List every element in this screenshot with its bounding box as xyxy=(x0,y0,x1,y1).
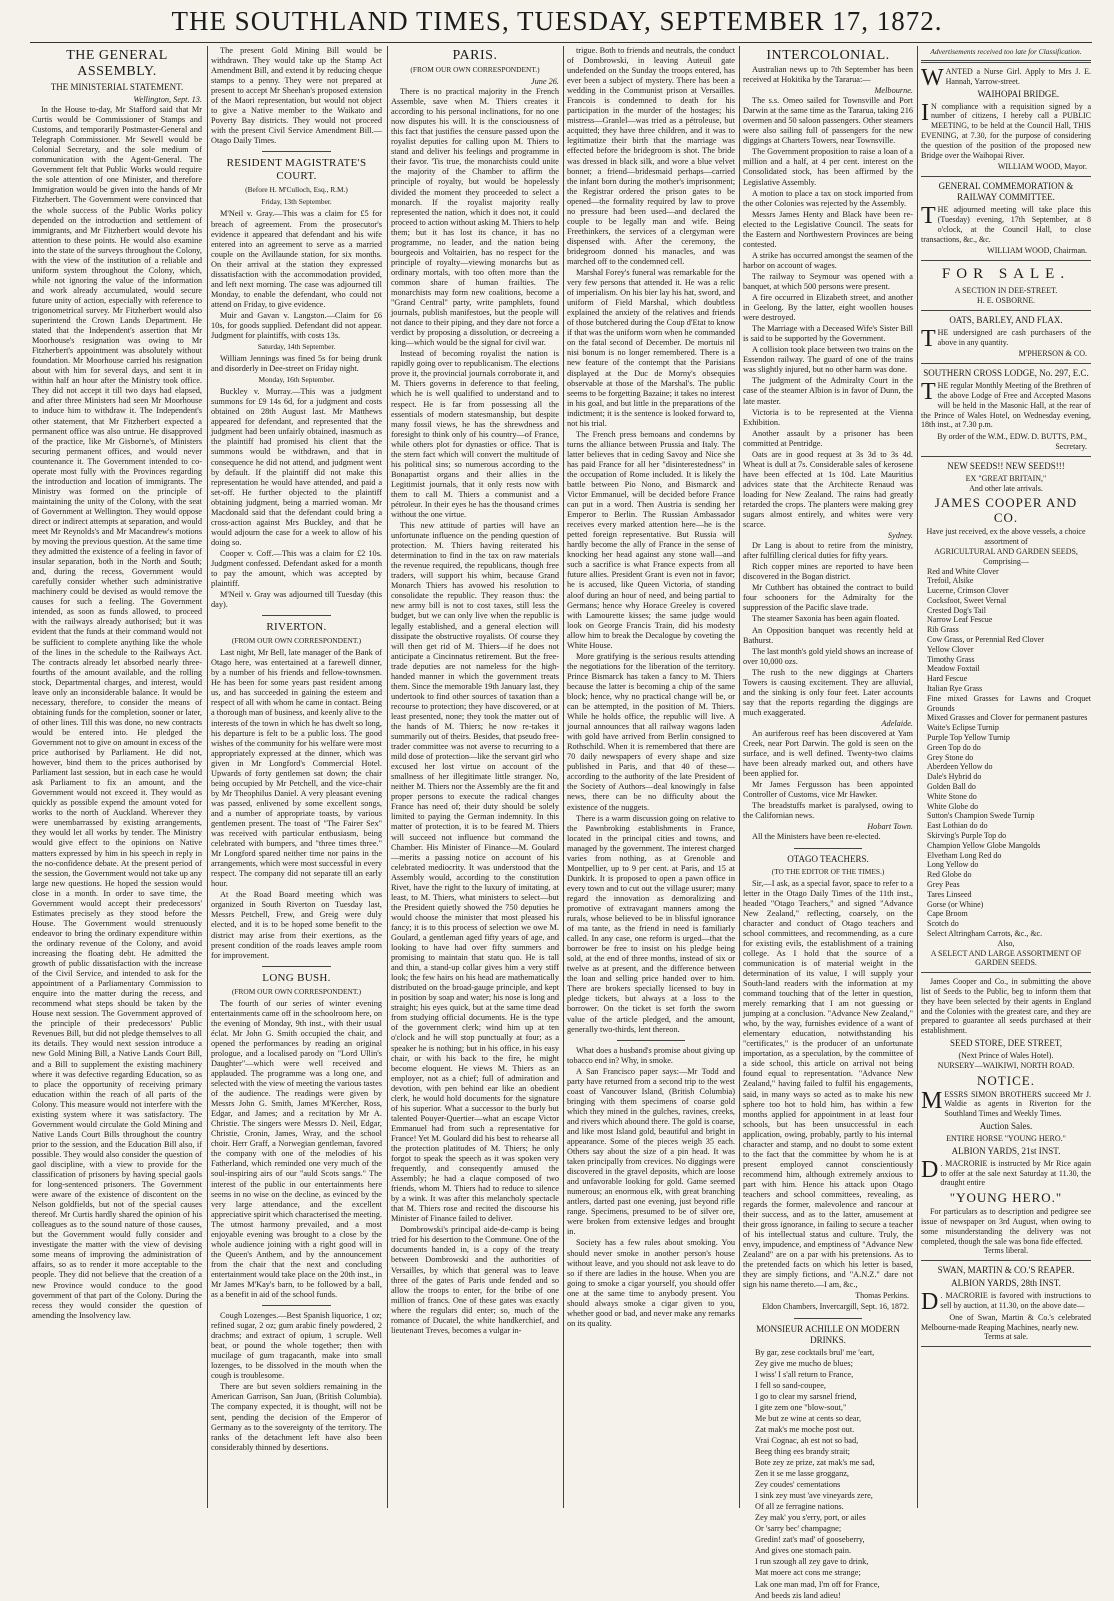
advertisement-line: A SELECT AND LARGE ASSORTMENT OF GARDEN SEEDS. xyxy=(930,948,1082,968)
advertisement xyxy=(921,1156,1091,1188)
divider xyxy=(921,310,1091,311)
advertisement-line: EX "GREAT BRITAIN," xyxy=(965,473,1047,483)
article-paragraph: Bote zey ze prize, zat mak's me sad, xyxy=(755,1458,875,1467)
seed-list-item: Timothy Grass xyxy=(927,654,975,664)
seed-list-item: Fine mixed Grasses for Lawns and Croquet Grounds xyxy=(927,693,1091,713)
date-heading: Saturday, 14th September. xyxy=(257,342,336,352)
article-paragraph: There is no practical majority in the French Assemble, save when M. Thiers creates it according to his personal inclinations, for no one now disputes his will. It is the consciousness of this fact that justifies the censure passed upon the royalist deputies for calling upon M. Thiers to stand and deliver his feelings and programme in their favor. 'Tis true, the monarchists could unite the majority of the Chamber to affirm the principle of royalty, but would be hopelessly divided the moment they proceeded to select a monarch. If the royalist majority really represented the nation, which it does not, it could proceed to action without asking M. Thiers to help them; but it has lost its chance, it has no programme, no leader, and the nation being bourgeois and Voltairien, has no respect for the principle of royalty—viewing monarchs but as ordinary mortals, with too often more than the common share of human frailties. The monarchists may form new coalitions, become a "Grand Central" party, write pamphlets, found journals, publish manifestoes, but the people will not dance to their piping, and they dare not force a verdict by proposing a dissolution, or decreeing a king—which would be the signal for civil war. xyxy=(391,87,559,348)
advertisement xyxy=(921,99,1091,161)
seed-list-item: Scotch do xyxy=(927,919,959,929)
drop-cap: D xyxy=(921,1289,939,1316)
advertisement-title: FOR SALE. xyxy=(941,266,1071,283)
seed-list-item: Aberdeen Yellow do xyxy=(927,762,993,772)
late-notice: Advertisements received too late for Classification. xyxy=(930,47,1082,56)
article-paragraph: An Opposition banquet was recently held at Bathurst. xyxy=(743,625,913,645)
advertisement-heading: SWAN, MARTIN & CO.'S REAPER. xyxy=(937,1265,1075,1276)
article-paragraph: Marshal Forey's funeral was remarkable for the very few persons that attended it. He was a relic of imperialism. On his bier lay his hat, sword, and uniform of Field Marshal, which doubtless explained the anxiety of the relatives and friends of those butchered during the Coup d'Etat to know if that was the uniform worn when he commanded on the fatal second of December. De mortuis nil nisi bonum is no longer remembered. There is a new feature of the contempt that the Parisians displayed at the Duc de Morny's obsequies observable at those of the Marshal's. The public seems to be forgetting Bazaine; it takes no interest in his goal, and but little in the preparations of the indictment; it is the sentence is looked forward to, not his trial. xyxy=(567,268,735,428)
article-paragraph: Muir and Gavan v. Langston.—Claim for £6 10s, for goods supplied. Defendant did not appear. Judgment for plaintiffs, with costs 13s. xyxy=(211,310,382,341)
advertisement-heading: SOUTHERN CROSS LODGE, No. 297, E.C. xyxy=(923,368,1089,379)
article-paragraph: The railway to Seymour was opened with a banquet, at which 500 persons were present. xyxy=(743,271,913,291)
seed-list-item: Skirving's Purple Top do xyxy=(927,831,1007,841)
section-heading: RESIDENT MAGISTRATE'S COURT. xyxy=(226,157,367,183)
article-paragraph: This new attitude of parties will have an unfortunate influence on the pending question of protection. M. Thiers having reiterated his determination to find in the tax on raw materials the revenue required, the republicans, though free traders, will support his whim, because Grand Monarch Thiers has avowed his resolution to consolidate the republic. They reason thus: the new army bill is not to cost taxes, still less the budget, but we can only live when the republic is legally established, and a general election will dissipate the obstructive royalists. Of course they will then get rid of M. Thiers—if he does not anticipate a Cincinnatus retirement. But the free-trade deputies are not nameless for the high-handed manner in which the government treats them. Since the memorable 19th January last, they undertook to find other sources of taxation than a recourse to protection; they have discovered, or at least presented, none; they took the matter out of the hands of M. Thiers; he now re-takes it summarily out of theirs. Besides, that pseudo free-trader committee was not averse to recurring to a mild dose of protection—like the servant girl who excused her lost virtue on account of the smallness of her illegitimate little stranger. No, neither M. Thiers nor the Assembly are the fit and proper persons to execute the radical changes France has need of; their duty should be solely limited to paying the German indemnity. In this matter of protection, it is to be feared M. Thiers will succeed not influence but command the Chamber. His Minister of Finance—M. Goulard—merits a passing notice on account of his celebrated mediocrity. It was understood that the Assembly would, according to the constitution Rivet, have the right to the luxury of imitating, at least, to M. Thiers, what ministers to select—but the President quietly showed the 750 deputies he would choose the minister that most pleased his fancy; it is to this process of selection we owe M. Goulard, a gentleman aged fifty years of age, and looking to have had over fifty summers and promising to maintain that statu quo. He is tall and thin, a stand-up collar gives him a very stiff look; the few hairs on his head are mathematically distributed on the broad-gauge principle, and kept in position by soap and water; his nose is long and straight; his eyes quick, but at the same time dead from studying official documents. He is the type of the government clerk; wind him up at ten o'clock and he will stop punctually at four; as a speaker he is nothing; but in his office, in his easy chair, or with his back to the fire, he might become eloquent. He views M. Thiers as an employer, not as a chief; full of admiration and devotion, with pen behind ear like an obedient clerk, he would hold documents for the signature of his superior. What a successor to the burly but talented Pouyer-Quertier—what an escape Victor Emmanuel had from such a representative for France! Yet M. Goulard did his best to rehearse all the protection platitudes of M. Thiers; he only forgot to speak the speech as it was spoken very frequently, and consequently amused the Assembly; he had a claque composed of two friends, whom M. Thiers had to reduce to silence by a wink. It was after this melancholy spectacle that M. Thiers rose and recited the discourse his Minister of Finance failed to deliver. xyxy=(391,521,559,1224)
advertisement-line: Also, xyxy=(997,938,1015,948)
column-4 xyxy=(567,46,735,1508)
article-paragraph: Of all ze ferragine nations. xyxy=(755,1502,844,1512)
column-3 xyxy=(391,46,559,1508)
article-paragraph: A strike has occurred amongst the seamen of the harbor on account of wages. xyxy=(743,250,913,270)
advertisement xyxy=(921,65,1091,91)
advertisement-signature: M'PHERSON & CO. xyxy=(1018,349,1087,359)
article-paragraph: Beeg thing ees brandy strait; xyxy=(755,1446,850,1456)
divider xyxy=(794,1318,862,1319)
seed-list-item: Green Top do do xyxy=(927,742,981,752)
article-body xyxy=(211,999,382,1300)
article-paragraph: Gredin! zat's mad' of gooseberry, xyxy=(755,1535,865,1545)
article-paragraph: Cough Lozenges.—Best Spanish liquorice, 1 oz; refined sugar, 2 oz; gum arabic finely powdered, 2 drachms; and extract of opium, 1 scruple. Well beat, or pound the whole together; then with mucilage of gum tragacanth, make into small lozenges, to be dissolved in the mouth when the cough is troublesome. xyxy=(211,1311,382,1381)
article-paragraph: There is a warm discussion going on relative to the Pawnbroking establishments in France, located in the principal cities and towns, and managed by the government. The interest charged varies from nothing, as at Grenoble and Montpellier, up to 9 per cent. at Paris, and 15 at Dunkirk. It is proposed to open a pawn office in every town and to cut out the village usurer; many regard the innovation as demoralizing and promotive of extravagant manners among the rurals, whose believed to be in blissful ignorance of ma tante, as the friend in need is familiarly called. In any case, one reform is urged—that the borrower be free to insist on his pledge being sold, at the end of three months, instead of six or twelve as at present, and the difference between the loan and selling price handed over to him. There are brokers specially licensed to buy in pledge tickets, but always at a loss to the borrower. On the ticket is set forth the sworn value of the article pledged, and the amount, generally two-thirds, lent thereon. xyxy=(567,813,735,1034)
drop-cap: T xyxy=(921,325,936,352)
advertisement-heading: SEED STORE, DEE STREET, xyxy=(950,1037,1062,1048)
article-paragraph: Mr Cuthbert has obtained the contract to build four schooners for the Admiralty for the suppression of the Pacific slave trade. xyxy=(743,583,913,613)
column-6-advertisements xyxy=(921,46,1091,1508)
advertisement xyxy=(921,325,1091,352)
advertisement-text: ESSRS SIMON BROTHERS succeed Mr J. Waldie as agents in Riverton for the Southland Times and Weekly Times. xyxy=(944,1089,1091,1119)
advertisement-line: NURSERY—WAIKIWI, NORTH ROAD. xyxy=(937,1060,1075,1070)
article-body xyxy=(211,648,382,960)
section-subheading: (TO THE EDITOR OF THE TIMES.) xyxy=(771,866,885,876)
advertisement xyxy=(921,1289,1091,1316)
article-body xyxy=(743,879,913,1291)
article-body xyxy=(211,209,382,341)
advertisement-text: HE regular Monthly Meeting of the Brethren of the above Lodge of Free and Accepted Masons will be held in the Masonic Hall, at the rear of the Prince of Wales Hotel, on Wednesday evening, 18th inst., at 7.30 p.m. xyxy=(921,381,1091,430)
section-heading: PARIS. xyxy=(452,48,498,63)
article-paragraph: Buckley v. Murray.—This was a judgment summons for £9 14s 6d, for a judgment and costs obtained on 28th August last. Mr Matthews appeared for defendant, and represented that the judgment had been unfairly obtained, inasmuch as the plaintiff had promised his client that the summons would be withdrawn, and that in consequence he did not attend, and judgment went by default. If the plaintiff did not make this representation he would have attended, and paid a set-off. He further objected to the plaintiff obtaining judgment, being a married woman. Mr Macdonald said that the defendant could bring a cross-action against Mrs Buckley, and that he would adjourn the case for a week to allow of his doing so. xyxy=(211,387,382,547)
seed-list-item: Grey Peas xyxy=(927,880,960,889)
article-body xyxy=(32,105,202,1321)
divider xyxy=(262,1305,330,1306)
article-paragraph: Another assault by a prisoner has been committed at Pentridge. xyxy=(743,428,913,448)
divider xyxy=(262,151,330,152)
seed-list-item: White Stone do xyxy=(927,791,977,801)
article-paragraph: What does a husband's promise about giving up tobacco end in? Why, in smoke. xyxy=(567,1045,735,1065)
column-1 xyxy=(32,46,202,1508)
advertisement-line: Have just received, ex the above vessels, a choice assortment of xyxy=(926,527,1086,547)
advertisement-line: A SECTION IN DEE-STREET. xyxy=(954,286,1058,296)
dateline: Sydney. xyxy=(887,531,913,541)
dateline: Adelaide. xyxy=(881,718,913,728)
seed-list-item: Cocksfoot, Sweet Vernal xyxy=(927,595,1007,605)
advertisement-line: AGRICULTURAL AND GARDEN SEEDS, xyxy=(934,546,1078,556)
column-rule xyxy=(739,46,740,1508)
divider xyxy=(921,972,1091,973)
advertisement-title: JAMES COOPER AND CO. xyxy=(934,495,1078,526)
advertisement-line: Terms liberal. xyxy=(983,1246,1029,1256)
advertisement-heading: ALBION YARDS, 28th INST. xyxy=(951,1278,1061,1289)
advertisement-signature: WILLIAM WOOD, Chairman. xyxy=(987,246,1087,256)
seed-list-item: Cow Grass, or Perennial Red Clover xyxy=(927,635,1044,645)
article-paragraph: Sir,—I ask, as a special favor, space to refer to a letter in the Otago Daily Times of the 11th inst., headed "Otago Teachers," and signed "Advance New Zealand," reflecting, coarsely, on the character and conduct of Otago teachers and school committees, and recommending, as a cure for existing evils, the establishment of a training college. As I hold that the source of a communication is of material weight in the determination of its value, I will supply your South-land readers with the information at my command touching that of the letter in question, merely remarking that I am not guessing or jumping at a conclusion. "Advance New Zealand," who, by the way, furnishes evidence of a want of elementary education, notwithstanding his "certificates," is the producer of an unfortunate importation, as a speculation, by the committee of a side school, this article on arrival not being found equal to representation. "Advance New Zealand," having failed to fulfil his engagements, said, in many ways so acted as to make his new sphere too hot to hold him, has within a few months applied for appointment in at least four schools, but has been unsuccessful in each application, owing, probably, partly to his internal character and stamp, and no doubt to some extent to the fact that the committee by whom he is at present employed cannot conscientiously recommend him, although extremely anxious to part with him. Hence his attack upon Otago teachers and school committees, revealing, as regards the former, malevolence and rancour at their success, and as to the latter, amusement at their gross ignorance, in failing to secure a teacher of his intellectual status and culture. Truly, the envy, impudence, and emptiness of "Advance New Zealand" are on a par with his pretensions. As to the pretended facts on which his letter is based, they are simply fictions, and "A.N.Z." dare not sign his name thereto.—I am, &c., xyxy=(743,878,913,1290)
article-paragraph: I run szough all zey gave to drink, xyxy=(755,1557,869,1567)
section-subheading: (FROM OUR OWN CORRESPONDENT.) xyxy=(410,65,540,74)
article-paragraph: M'Neil v. Gray.—This was a claim for £5 for breach of agreement. From the prosecutor's evidence it appeared that defendant and his wife entered into an agreement to serve as a married couple on the Avillaunde station, for six months. On their arrival at the station they expressed dissatisfaction with the accommodation provided, and left next morning. The case was adjourned till Monday, to enable the defendant, who could not attend on Friday, to give evidence. xyxy=(211,209,382,309)
article-paragraph: Australian news up to 7th September has been received at Hokitika by the Tararua:— xyxy=(743,65,913,85)
article-body xyxy=(391,87,559,1336)
advertisement-heading: GENERAL COMMEMORATION & RAILWAY COMMITTEE. xyxy=(938,181,1074,203)
advertisement-signature: By order of the W.M., EDW. D. BUTTS, P.M., Secretary. xyxy=(937,432,1087,451)
article-paragraph: Lak one man mad, I'm off for France, xyxy=(755,1579,880,1589)
article-paragraph: Vrai Cognac, ah est not so bad, xyxy=(755,1435,859,1445)
section-heading: OTAGO TEACHERS. xyxy=(787,853,869,864)
divider xyxy=(921,60,1091,63)
advertisement-text: HE adjourned meeting will take place this (Tuesday) evening, 17th September, at 8 o'clock, at the Council Hall, to close transactions, &c., &c. xyxy=(921,205,1091,244)
article-paragraph: An auriferous reef has been discovered at Yam Creek, near Port Darwin. The gold is seen on the surface, and is well defined. Twenty-two claims have been already marked out, and others have been applied for. xyxy=(743,729,913,779)
article-paragraph: The judgment of the Admiralty Court in the case of the steamer Albion is in favor of Dunn, the late master. xyxy=(743,376,913,406)
article-paragraph: A fire occurred in Elizabeth street, and another in Geelong. By the latter, eight woollen houses were destroyed. xyxy=(743,293,913,323)
seed-list-item: Grey Stone do xyxy=(927,752,974,762)
article-paragraph: I sink zey must 'ave vineyards zere, xyxy=(755,1491,873,1501)
article-body xyxy=(743,832,913,842)
article-paragraph: Victoria is to be represented at the Vienna Exhibition. xyxy=(743,407,913,427)
advertisement-line: (Next Prince of Wales Hotel). xyxy=(958,1050,1054,1060)
advertisement-paragraph: One of Swan, Martin & Co.'s celebrated Melbourne-made Reaping Machines, nearly new. xyxy=(921,1312,1091,1332)
article-paragraph: William Jennings was fined 5s for being drunk and disorderly in Dee-street on Friday night. xyxy=(211,354,382,374)
seed-list-item: Rib Grass xyxy=(927,625,959,635)
advertisement-heading: NEW SEEDS!! NEW SEEDS!!! xyxy=(947,460,1065,471)
divider xyxy=(921,363,1091,364)
drop-cap: T xyxy=(921,203,936,230)
section-heading: LONG BUSH. xyxy=(262,971,331,984)
signature: Thomas Perkins. xyxy=(855,1291,909,1301)
divider xyxy=(921,176,1091,177)
seed-list-item: Select Altringham Carrots, &c., &c. xyxy=(927,928,1043,938)
article-paragraph: The rush to the new diggings at Charters Towers is causing excitement. They are alluvial, and the sinking is only four feet. Later accounts say that the reports regarding the diggings are much exaggerated. xyxy=(743,667,913,717)
article-paragraph: Dr Lang is about to retire from the ministry, after fulfilling clerical duties for fifty years. xyxy=(743,541,913,561)
divider xyxy=(262,966,330,967)
section-subheading: (FROM OUR OWN CORRESPONDENT.) xyxy=(231,636,362,646)
article-paragraph: All the Ministers have been re-elected. xyxy=(752,832,881,842)
article-paragraph: The Government proposition to raise a loan of a million and a half, at 4 per cent. interest on the Consolidated stock, has been affirmed by the Legislative Assembly. xyxy=(743,147,913,187)
column-5 xyxy=(743,46,913,1600)
article-paragraph: Instead of becoming royalist the nation is rapidly going over to republicanism. The elections prove it, the provincial journals corroborate it, and M. Thiers governs in deference to that feeling, which he is well qualified to understand and to respect. He is far from possessing all the essentials of modern statesmanship, but despite many fossil views, he has the shrewdness and foresight to think only of his country—of France, while others plot for dynasties or office. That is the stern fact which will convert the multitude of his political sins; so numerous according to the Bonapartist organs and their allies in the Legitimist journals, that it only rests now with them to call M. Thiers a communist and a pétroleur. In their eyes he has the thousand crimes without the one virtue. xyxy=(391,349,559,520)
date-heading: Friday, 13th September. xyxy=(261,197,332,207)
article-paragraph: The breadstuffs market is paralysed, owing to the Californian news. xyxy=(743,801,913,821)
article-paragraph: I gite zem one "blow-sout," xyxy=(755,1402,847,1412)
seed-list-item: Trefoil, Alsike xyxy=(927,576,974,586)
advertisements xyxy=(921,67,1091,567)
advertisement-text: . MACRORIE is favored with instructions to sell by auction, at 11.30, on the above date— xyxy=(940,1291,1091,1310)
date-heading: Monday, 16th September. xyxy=(258,375,335,385)
seed-list-item: East Lothian do do xyxy=(927,821,988,831)
advertisement-heading: OATS, BARLEY, AND FLAX. xyxy=(949,314,1063,325)
advertisement-line: Comprising— xyxy=(983,556,1029,566)
divider xyxy=(921,1260,1091,1261)
article-paragraph: I fell so sand-coupee, xyxy=(755,1380,826,1390)
article-paragraph: The fourth of our series of winter evening entertainments came off in the schoolroom here, on the evening of Monday, 9th inst., with their usual éclat. Mr John G. Smith occupied the chair, and opened the performances by reading an original prologue, and a localised parody on "Lord Ullin's Daughter"—which were well received and applauded. The programme was a long one, and selected with the view of meeting the various tastes of the audience. The readings were given by Messrs John G. Smith, James M'Kercher, Ross, Edgar, and James; and a recitation by Mr A. Christie. The singers were Messrs D. Neil, Edgar, Christie, Cronin, James, Wray, and the school choir. Herr Graff, a Norwegian gentleman, favored the company with one of the melodies of his Fatherland, which reminded one very much of the soul-inspiring airs of our "auld Scots sangs." The interest of the public in our entertainments here seems in no wise on the decline, as evinced by the very large attendance, and the excellent appreciative spirit which characterised the meeting. The utmost harmony prevailed, and a most enjoyable evening was brought to a close by the whole audience joining with a right good will in the Queen's Anthem, and by the announcement from the chair that the next and concluding entertainment would take place on the 20th inst., in Mr James M'Kay's barn, to be followed by a ball, as a benefit in aid of the school funds. xyxy=(211,998,382,1300)
seed-list-item: Waite's Eclipse Turnip xyxy=(927,723,999,733)
article-paragraph: The present Gold Mining Bill would be withdrawn. They would take up the Stamp Act Amendment Bill, and extend it by reducing cheque stamps to a penny. They were not prepared at present to accept Mr Sheehan's proposed extension of the Maori representation, but would not object to give a Native member to the Waikato and Poverty Bay districts. They would not proceed with the present Civil Service Amendment Bill.—Otago Daily Times. xyxy=(211,46,382,146)
article-paragraph: The s.s. Omeo sailed for Townsville and Port Darwin at the same time as the Tararua, taking 216 overmen and 50 saloon passengers. Other steamers were also sailing full of passengers for the new diggings at Charters Towers, near Townsville. xyxy=(743,96,913,146)
article-paragraph: Oats are in good request at 3s 3d to 3s 4d. Wheat is dull at 7s. Considerable sales of kerosene have been effected at 1s 10d. Late Mauritius advices state that the Architecte Renaud was loading for New Zealand. The rains had greatly retarded the crops. The planters were making grey sugars almost entirely, and whites were very scarce. xyxy=(743,449,913,530)
advertisement-line: H. E. OSBORNE. xyxy=(976,295,1035,305)
article-paragraph: Me but ze wine at cents so dear, xyxy=(755,1413,862,1423)
advertisement-heading: ALBION YARDS, 21st INST. xyxy=(951,1145,1061,1156)
advertisement-text: N compliance with a requisition signed by a number of citizens, I hereby call a PUBLIC MEETING, to be held at the Council Hall, THIS EVENING, at 7.30, for the purpose of considering the question of the position of the proposed new Bridge over the Waihopai River. xyxy=(921,101,1091,160)
column-rule xyxy=(207,46,208,1508)
article-paragraph: Zat mak's me moche post out. xyxy=(755,1424,855,1434)
divider xyxy=(921,260,1091,261)
seed-list-item: Lucerne, Crimson Clover xyxy=(927,586,1009,596)
article-paragraph: And beeds zis land adieu! xyxy=(755,1590,841,1600)
dateline: June 26. xyxy=(530,77,559,86)
advertisement-heading: Auction Sales. xyxy=(979,1120,1033,1131)
article-paragraph: At the Road Board meeting which was organized in South Riverton on Tuesday last, Messrs Petchell, Frew, and Greig were duly elected, and it is to be hoped some benefit to the district may arise from their exertions, as the present condition of the roads leaves ample room for improvement. xyxy=(211,890,382,960)
seed-list-item: Gorse (or Whine) xyxy=(927,899,984,909)
article-paragraph: A motion to place a tax on stock imported from the other Colonies was rejected by the Assembly. xyxy=(743,188,913,208)
article-paragraph: A San Francisco paper says:—Mr Todd and party have returned from a second trip to the west coast of Vancouver Island, (British Columbia) bringing with them specimens of coarse gold which they mined in the gulches, ravines, creeks, and rivers which abound there. The gold is coarse, and like most Island gold, beautiful and bright in appearance. Some of the pieces weigh 35 each. Others say about the size of a pin head. It was taken principally from crevices. No diggings were discovered in the gravel deposits, which are loose and unfavorable looking for gold. Game seemed numerous; an enormous elk, with great branching antlers, darted past one evening, just beyond rifle range. Specimens, presumed to be of silver ore, were broken from extensive ledges and brought in. xyxy=(567,1066,735,1237)
article-paragraph: Or 'sarry bec' champagne; xyxy=(755,1524,842,1534)
dateline: Melbourne. xyxy=(874,86,913,96)
seed-list-item: Hard Fescue xyxy=(927,674,968,684)
article-paragraph: There are but seven soldiers remaining in the American Garrison, San Juan, (British Columbia). The company expected, it is thought, will not be sent, pending the decision of the Emperor of Germany as to the sovereignty of the territory. The ranks of the detachment left have also been considerably thinned by desertions. xyxy=(211,1382,382,1452)
seed-list-item: Red Globe do xyxy=(927,870,972,880)
article-paragraph: Last night, Mr Bell, late manager of the Bank of Otago here, was entertained at a farewell dinner, by a number of his friends and fellow-townsmen. He has been for some years past resident among us, and has succeeded in gaining the esteem and respect of all with whom he came in contact. Being a thorough man of business, and keenly alive to the interests of the town in which he has dwelt so long, his departure is felt to be a public loss. The good wishes of the community for his welfare were most appropriately expressed at the dinner, which was given in Mr Longford's Commercial Hotel. Upwards of forty gentlemen sat down; the chair being occupied by Mr Petchell, and the vice-chair by Mr Theophilus Daniel. A very pleasant evening was passed, enlivened by some excellent songs, and a number of appropriate toasts, by various gentlemen present. The toast of "The Fairer Sex" was received with particular enthusiasm, being celebrated with bumpers, and "three times three." Mr Longford spared neither time nor pains in the arrangements, which were most successful in every respect. The company did not separate till an early hour. xyxy=(211,648,382,889)
advertisement-paragraph: James Cooper and Co., in submitting the above list of Seeds to the Public, beg to inform them that they have been selected by their agents in England and the Colonies with the greatest care, and they are prepared to guarantee all seeds purchased at their establishment. xyxy=(921,977,1091,1036)
seed-list-item: Yellow Clover xyxy=(927,644,974,654)
advertisement-text: HE undersigned are cash purchasers of the above in any quantity. xyxy=(937,327,1091,347)
article-paragraph: Society has a few rules about smoking. You should never smoke in another person's house without leave, and you should not ask leave to do so if there are ladies in the house. When you are going to smoke a cigar yourself, you should offer one at the same time to anybody present. You should always smoke a cigar given to you, whether good or bad, and never make any remarks on its quality. xyxy=(567,1238,735,1328)
article-body xyxy=(743,541,913,718)
seed-list-item: Cape Broom xyxy=(927,909,968,919)
divider xyxy=(921,1346,1091,1347)
section-subheading: THE MINISTERIAL STATEMENT. xyxy=(50,82,184,92)
article-body xyxy=(211,387,382,610)
article-paragraph: Zen it se me lasse grogganz, xyxy=(755,1469,850,1479)
seed-list xyxy=(921,567,1091,939)
drop-cap: M xyxy=(921,1087,943,1114)
masthead: THE SOUTHLAND TIMES, TUESDAY, SEPTEMBER 17, 1872. xyxy=(171,6,943,36)
column-rule xyxy=(387,46,388,1508)
column-rule xyxy=(563,46,564,1508)
article-paragraph: I go to clear my sarsnel friend, xyxy=(755,1391,857,1401)
advertisement-heading: WAIHOPAI BRIDGE. xyxy=(977,88,1060,99)
article-body xyxy=(211,1311,382,1453)
seed-list-item: Mixed Grasses and Clover for permanent pastures xyxy=(927,713,1088,723)
section-heading: RIVERTON. xyxy=(266,621,327,634)
article-paragraph: The Marriage with a Deceased Wife's Sister Bill is said to be supported by the Government. xyxy=(743,324,913,344)
section-heading: MONSIEUR ACHILLE ON MODERN DRINKS. xyxy=(756,1323,900,1345)
drop-cap: T xyxy=(921,379,936,406)
seed-list-item: Golden Ball do xyxy=(927,782,976,792)
drop-cap: I xyxy=(921,99,929,126)
article-paragraph: The last month's gold yield shows an increase of over 10,000 ozs. xyxy=(743,646,913,666)
seed-list-item: Italian Rye Grass xyxy=(927,684,983,694)
seed-list-item: Dale's Hybrid do xyxy=(927,772,982,782)
seed-list-item: Crested Dog's Tail xyxy=(927,605,986,615)
section-subheading: (Before H. M'Culloch, Esq., R.M.) xyxy=(245,185,348,195)
seed-list-item: Sutton's Champion Swede Turnip xyxy=(927,811,1035,821)
advertisement xyxy=(921,1087,1091,1119)
article-paragraph: Mr James Fergusson has been appointed Controller of Customs, vice Mr Hawker. xyxy=(743,780,913,800)
seed-list-item: Long Yellow do xyxy=(927,860,979,870)
signature-address: Eldon Chambers, Invercargill, Sept. 16, 1872. xyxy=(762,1302,909,1312)
article-paragraph: M'Neil v. Gray was adjourned till Tuesday (this day). xyxy=(211,590,382,610)
dateline: Hobart Town. xyxy=(867,822,913,832)
advertisement-title: NOTICE. xyxy=(977,1072,1035,1088)
article-paragraph: A collision took place between two trains on the Essendon railway. The guard of one of the trains was slightly injured, but no other harm was done. xyxy=(743,345,913,375)
article-paragraph: By gar, zese cocktails brul' me 'eart, xyxy=(755,1347,875,1357)
article-body xyxy=(567,46,735,1035)
article-paragraph: And gives one stomach pain. xyxy=(755,1546,852,1556)
advertisement-line: Terms at sale. xyxy=(983,1332,1029,1342)
advertisement-title: "YOUNG HERO." xyxy=(949,1190,1063,1206)
section-heading: THE GENERAL ASSEMBLY. xyxy=(66,48,168,79)
article-paragraph: The French press bemoans and condemns by turns the alliance between Prussia and Italy. The latter believes that in ceding Savoy and Nice she has paid France for all her "disinterestedness" in the occupation of Rome included. It is likely the battle between Pio Nono, and Bismarck and Victor Emmanuel, will be decided before France can put in a word. Then Austria is sending her Emperor to Berlin. The Russian Ambassador receives every marked attention here—he is the petted foreign representative. But Russia will hardly become the ally of France in the sense of knocking her head against any stone wall—and such a sacrifice is what France expects from all future allies. President Grant is even not in favor; he is accused, like Queen Victoria, of standing aloof during an hour of need, and being partial to Germans; hence why Horace Greeley is covered with Lamourette kisses; the same judge would look on George Francis Train, did his modesty allow him to break the Decalogue by coveting the White House. xyxy=(567,429,735,650)
advertisement-paragraph: For particulars as to description and pedigree see issue of newspaper on 3rd August, when owing to some misunderstanding the delivery was not completed, though the sale was bona fide effected. xyxy=(921,1207,1091,1246)
divider xyxy=(617,1040,684,1041)
advertisement-line: ENTIRE HORSE "YOUNG HERO." xyxy=(946,1133,1066,1143)
seed-list-item: Purple Top Yellow Turnip xyxy=(927,733,1010,743)
divider xyxy=(794,848,862,849)
article-paragraph: Zey coudes' cementations xyxy=(755,1480,841,1490)
advertisement xyxy=(921,381,1091,430)
article-body xyxy=(743,65,913,85)
divider xyxy=(262,615,330,616)
article-paragraph: Dombrowski's principal aide-de-camp is being tried for his desertion to the Commune. One of the documents handed in, is a copy of the treaty between Dombrowski and the authorities of Versailles, by which that general was to leave three of the gates of Paris unde fended and so allow the troops to enter, for the bribe of one million of francs. One of these gates was exactly where the regulars did enter; so, much of the romance of Ducatel, the white handkerchief, and lieutenant Treves, becomes a vulgar in- xyxy=(391,1225,559,1335)
article-body xyxy=(743,729,913,821)
section-heading: INTERCOLONIAL. xyxy=(766,48,890,63)
poem xyxy=(743,1348,913,1601)
advertisements xyxy=(921,939,1091,1347)
article-paragraph: Messrs James Henty and Black have been re-elected to the Legislative Council. The seats for the Eastern and Northwestern Provinces are being contested. xyxy=(743,209,913,249)
article-paragraph: Rich copper mines are reported to have been discovered in the Bogan district. xyxy=(743,562,913,582)
seed-list-item: Elvetham Long Red do xyxy=(927,850,1002,860)
article-paragraph: I wiss' I s'all return to France, xyxy=(755,1369,854,1379)
advertisement xyxy=(921,205,1091,244)
column-rule xyxy=(917,46,918,1508)
article-body xyxy=(567,1046,735,1329)
column-2 xyxy=(211,46,382,1508)
article-paragraph: Zey give me mucho de blues; xyxy=(755,1358,853,1368)
seed-list-item: Champion Yellow Globe Mangolds xyxy=(927,840,1041,850)
seed-list-item: Red and White Clover xyxy=(927,566,999,576)
seed-list-item: Narrow Leaf Fescue xyxy=(927,615,993,625)
seed-list-item: Tares Linseed xyxy=(927,889,972,899)
article-paragraph: trigue. Both to friends and neutrals, the conduct of Dombrowski, in leaving Auteuil gate undefended on the Sunday the troops entered, has ever been a subject of mystery. There has been a wedding in the Communist prison at Versailles. Francois is condemned to death for his participation in the murder of the hostages; his mistress—Granlel—was tried as a pétroleuse, but acquitted; they have three children, and it was to legitimatize their birth that the marriage was effected before the bridegroom is shot. The bride was dressed in black silk, and wore a blue velvet bonnet; a friend—bridesmaid perhaps—carried the infant born during the mother's imprisonment; the Registrar ordered the prison gates to be opened—the formality required by law to prove no pressure had been used—and declared the couple to be legally man and wife. Being Freethinkers, the services of a clergyman were dispensed with. After the ceremony, the bridegroom donned his manacles, and was marched off to the condemned cell. xyxy=(567,46,735,266)
seed-list-item: Meadow Foxtail xyxy=(927,664,980,674)
divider xyxy=(921,456,1091,457)
article-paragraph: Zey mak' you s'erry, port, or ailes xyxy=(755,1513,866,1523)
masthead-rule xyxy=(30,42,1092,43)
drop-cap: D xyxy=(921,1156,939,1183)
advertisement-text: . MACRORIE is instructed by Mr Rice again to offer at the sale next Saturday at 11.30, the draught entire xyxy=(940,1158,1091,1188)
article-paragraph: Cooper v. Coff.—This was a claim for £2 10s. Judgment confessed. Defendant asked for a month to pay the amount, which was accepted by plaintiff. xyxy=(211,548,382,589)
article-body xyxy=(743,96,913,530)
section-subheading: (FROM OUR OWN CORRESPONDENT.) xyxy=(231,986,362,996)
article-body xyxy=(211,354,382,374)
article-paragraph: The steamer Saxonia has been again floated. xyxy=(752,614,900,624)
article-paragraph: Mat moere act cons me strange; xyxy=(755,1568,861,1578)
drop-cap: W xyxy=(921,65,944,91)
advertisement-line: And other late arrivals. xyxy=(969,483,1043,493)
advertisement-signature: WILLIAM WOOD, Mayor. xyxy=(997,162,1087,172)
article-paragraph: In the House to-day, Mr Stafford said that Mr Curtis would be Commissioner of Stamps and Customs, and temporarily Postmaster-General and Telegraph Commissioner. Mr Sewell would be Colonial Secretary, and the sole medium of communication with the Agent-General. The Government felt that Public Works would require the sole attention of one Minister, and therefore Immigration would be given into the hands of Mr Fitzherbert. The Government were convinced that the whole success of the Public Works policy depended on the introduction and settlement of immigrants, and Mr Fitzherbert would devote his attention to these points. He would also examine into the state of the surveys throughout the Colony, with the view of the institution of a reliable and uniform system throughout the Colony, which, while not ignoring the value of the information and work already accumulated, would secure future unity of action, especially with reference to trigonometrical survey. Mr Fitzherbert would also superintend the Crown Lands Department. He stated that the Independent's assertion that Mr Moorhouse's resignation was owing to Mr Fitzherbert's appointment was absolutely without foundation. Mr Moorhouse carried his resignation about with him for several days, and sent it in within half an hour after the Ministry took office. They did not accept it till two days had elapsed, and after three Ministers had seen Mr Moorhouse to induce him to withdraw it. The Independent's other statement, that Mr Fitzherbert expected a permanent office was also untrue. He disapproved of the practice, like Mr Gisborne's, of Ministers securing permanent offices, and would never countenance it. The Government intended to co-operate most fully with the Provinces regarding the introduction and location of immigrants. The Ministry was formed on the principle of maintaining the unity of the Colony, with the seat of Government at Wellington. They would oppose direct or indirect attempts at separation, and would meet Mr Reynolds's and Mr Macandrew's motions by moving the previous question. At the same time they admitted the existence of a feeling in favor of insular separation, both in the North and South; and, during the recess, Government would carefully consider whether such administrative machinery could be devised as would remove the causes for such a feeling. The Government intended, as soon as funds allowed, to proceed with the railways already authorised; but it was evident that the funds at their command would not be sufficient to complete anything like the whole of the lines in the schedule to the Railways Act. The contracts already let absorbed nearly three-fourths of the amount available, and the rolling stock, Departmental charges, and interest, would leave only an inconsiderable balance. It would be necessary, therefore, to consider the means of obtaining funds for the completion, sooner or later, of other lines. Till this was done, no new contracts would be entered into. He pledged the Government not to give on amount in excess of the price authorised by Parliament. He did not, however, bind them to the prices authorised by Parliament last session, but in each case he would ask Parliament to fix an amount, and the Government would not exceed it. They would as quickly as possible expend the amount voted for works to the north of Auckland. Wherever they were unembarrassed by existing arrangements, they would let all works by tender. The Ministry would give effect to the opinions on Native matters expressed by him in his speech in reply in the no-confidence debate. At the present period of the session, the Government would not take up any large new questions. He hoped the session would close in a month. In order to save time, the Government would accept their predecessors' Estimates precisely as they stood before the House. The Government would strenuously endeavor to bring the ordinary expenditure within the ordinary revenue of the Colony, and avoid increasing the floating debt. He admitted the growth of public dissatisfaction with the increase of the Civil Service, and intended to ask for the appointment of a Parliamentary Commission to enquire into the matter during the recess, and recommend what steps should be taken by the House next session. The Government approved of the principle of their predecessors' Public Revenues Bill, but did not pledge themselves to all its details. They would next session introduce a new Gold Mining Bill, a Native Lands Court Bill, and a Bill to supplement the existing machinery where it was defective regarding Education, so as to place the opportunity of receiving primary education within the reach of all parts of the Colony. This measure would not interfere with the existing system where it was satisfactory. The Government would circulate the Gold Mining and Native Lands Court Bills throughout the country prior to the session, and the Education Bill also, if possible. They would also consider the question of gaol discipline, with a view to provide for the classification of prisoners by having special gaols for long-sentenced prisoners. The Government were aware of the existence of discontent on the Nelson goldfields, but not of the special causes thereof. Mr Curtis hardly shared the opinion of his colleagues as to the sound nature of those causes, but the Government would fully consider and investigate the matter with the view of devising some means of improving the administration of affairs, so as to render it more acceptable to the people. They did not believe that the creation of a new Province would conduce to the good government of that part of the Colony. During the recess they would consider the question of amending the Insolvency law. xyxy=(32,105,202,1320)
seed-list-item: White Globe do xyxy=(927,801,979,811)
article-paragraph: More gratifying is the serious results attending the negotiations for the liberation of the territory. Prince Bismarck has taken a fancy to M. Thiers because the latter is becoming a chip of the same block; hence, why no practical change will be, or can be attempted, in the position of M. Thiers. While he holds office, the republic will live. A journal announces that all railway wagons laden with gold have arrived from Berlin consigned to Rothschild. When it is remembered that there are 70 daily newspapers of every shape and size published in Paris, and that 40 of these—according to the authority of the late President of the Society of Authors—deal knowingly in false news, there can be no difficulty about the existence of the nuggets. xyxy=(567,651,735,812)
dateline: Wellington, Sept. 13. xyxy=(133,95,202,104)
advertisement-text: ANTED a Nurse Girl. Apply to Mrs J. E. Hannah, Yarrow-street. xyxy=(945,67,1091,86)
